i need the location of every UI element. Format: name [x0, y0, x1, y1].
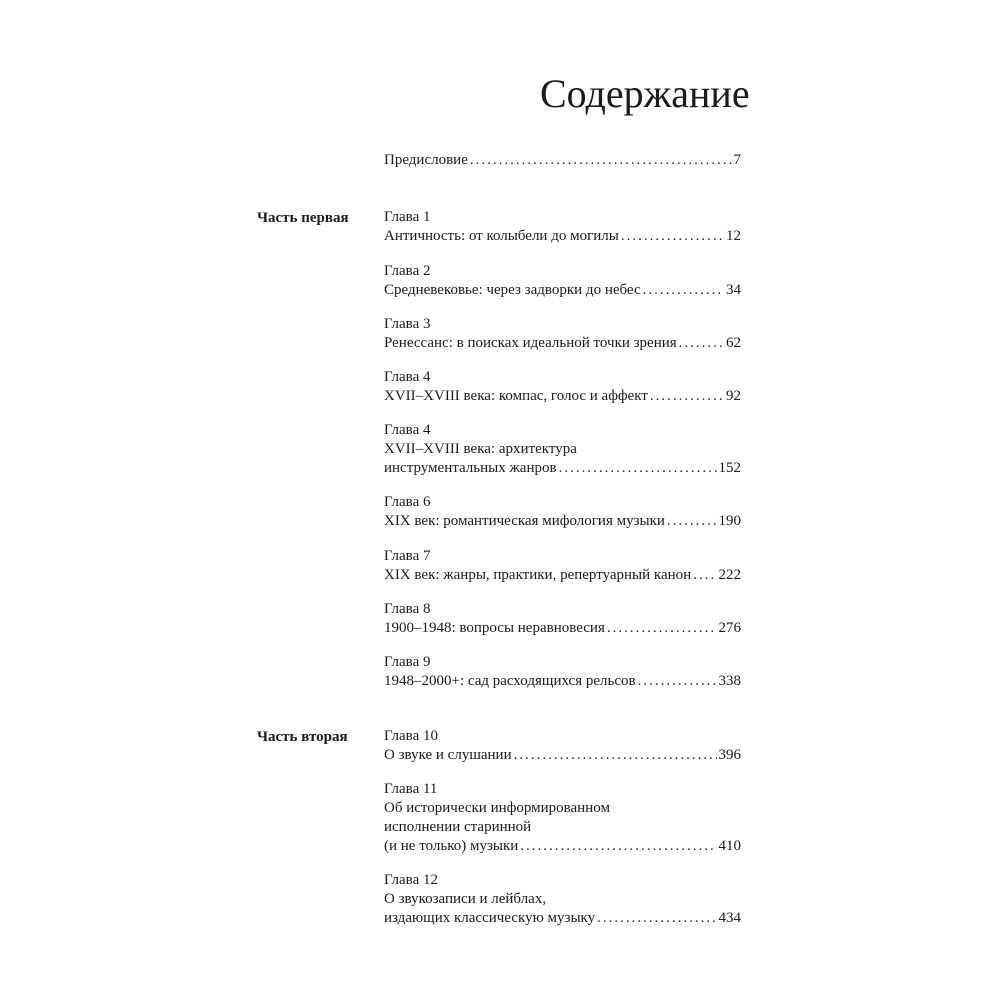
page-number: 7: [733, 152, 741, 168]
chapter-heading: Глава 4: [384, 422, 431, 438]
toc-entry-chapter: [384, 547, 741, 585]
toc-line: [384, 151, 741, 170]
page-number: 152: [718, 460, 741, 476]
chapter-title: инструментальных жанров: [384, 460, 557, 476]
toc-entry-chapter: [384, 208, 741, 246]
toc-line: [384, 387, 741, 406]
chapter-heading: Глава 3: [384, 316, 431, 332]
chapter-heading: Глава 1: [384, 209, 431, 225]
toc-entry-chapter: [384, 653, 741, 691]
dot-leader: [650, 387, 724, 406]
chapter-title: исполнении старинной: [384, 819, 532, 835]
dot-leader: [597, 909, 716, 928]
dot-leader: [470, 151, 732, 170]
page-title: Содержание: [540, 71, 750, 116]
chapter-title: О звуке и слушании: [384, 747, 512, 763]
part-label-first: Часть первая: [257, 210, 349, 226]
chapter-title: XVII–XVIII века: архитектура: [384, 441, 577, 457]
chapter-heading: Глава 12: [384, 872, 438, 888]
dot-leader: [514, 746, 717, 765]
page-number: 34: [726, 282, 741, 298]
part-label-second: Часть вторая: [257, 729, 348, 745]
chapter-title: Средневековье: через задворки до небес: [384, 282, 641, 298]
toc-entry-chapter: [384, 493, 741, 531]
chapter-title: Античность: от колыбели до могилы: [384, 228, 619, 244]
page-number: 62: [726, 335, 741, 351]
dot-leader: [621, 227, 724, 246]
toc-entry-preface: [384, 151, 741, 170]
chapter-heading: Глава 11: [384, 781, 438, 797]
chapter-title: 1948–2000+: сад расходящихся рельсов: [384, 673, 636, 689]
page-number: 190: [718, 513, 741, 529]
chapter-heading: Глава 6: [384, 494, 431, 510]
chapter-title: XIX век: романтическая мифология музыки: [384, 513, 665, 529]
dot-leader: [607, 619, 717, 638]
toc-entry-chapter: [384, 421, 741, 478]
toc-entry-chapter: [384, 315, 741, 353]
toc-line: [384, 746, 741, 765]
chapter-heading: Глава 2: [384, 263, 431, 279]
page-number: 92: [726, 388, 741, 404]
toc-line: [384, 281, 741, 300]
page-number: 222: [718, 567, 741, 583]
toc-entry-chapter: [384, 368, 741, 406]
chapter-heading: Глава 9: [384, 654, 431, 670]
toc-entry-chapter: [384, 780, 741, 856]
page-number: 276: [718, 620, 741, 636]
page-number: 434: [718, 910, 741, 926]
chapter-heading: Глава 8: [384, 601, 431, 617]
chapter-heading: Глава 10: [384, 728, 438, 744]
dot-leader: [643, 281, 724, 300]
toc-line: [384, 837, 741, 856]
page-number: 338: [718, 673, 741, 689]
toc-line: [384, 512, 741, 531]
toc-line: [384, 672, 741, 691]
chapter-title: XIX век: жанры, практики, репертуарный канон: [384, 567, 692, 583]
page-number: 12: [726, 228, 741, 244]
toc-line: [384, 227, 741, 246]
toc-entry-chapter: [384, 727, 741, 765]
chapter-title: 1900–1948: вопросы неравновесия: [384, 620, 605, 636]
chapter-title: Об исторически информированном: [384, 800, 610, 816]
toc-line: [384, 619, 741, 638]
toc-line: [384, 459, 741, 478]
page-number: 410: [718, 838, 741, 854]
dot-leader: [638, 672, 717, 691]
dot-leader: [693, 566, 716, 585]
chapter-heading: Глава 7: [384, 548, 431, 564]
chapter-title: XVII–XVIII века: компас, голос и аффект: [384, 388, 648, 404]
chapter-title: О звукозаписи и лейблах,: [384, 891, 547, 907]
dot-leader: [679, 334, 724, 353]
toc-entry-chapter: [384, 871, 741, 928]
dot-leader: [559, 459, 717, 478]
chapter-heading: Глава 4: [384, 369, 431, 385]
page-number: 396: [718, 747, 741, 763]
chapter-title: Ренессанс: в поисках идеальной точки зрения: [384, 335, 677, 351]
chapter-title: издающих классическую музыку: [384, 910, 596, 926]
toc-line: [384, 566, 741, 585]
dot-leader: [667, 512, 717, 531]
toc-entry-chapter: [384, 600, 741, 638]
toc-entry-chapter: [384, 262, 741, 300]
toc-line: [384, 334, 741, 353]
toc-entry-title: Предисловие: [384, 152, 468, 168]
dot-leader: [520, 837, 716, 856]
toc-line: [384, 909, 741, 928]
chapter-title: (и не только) музыки: [384, 838, 519, 854]
